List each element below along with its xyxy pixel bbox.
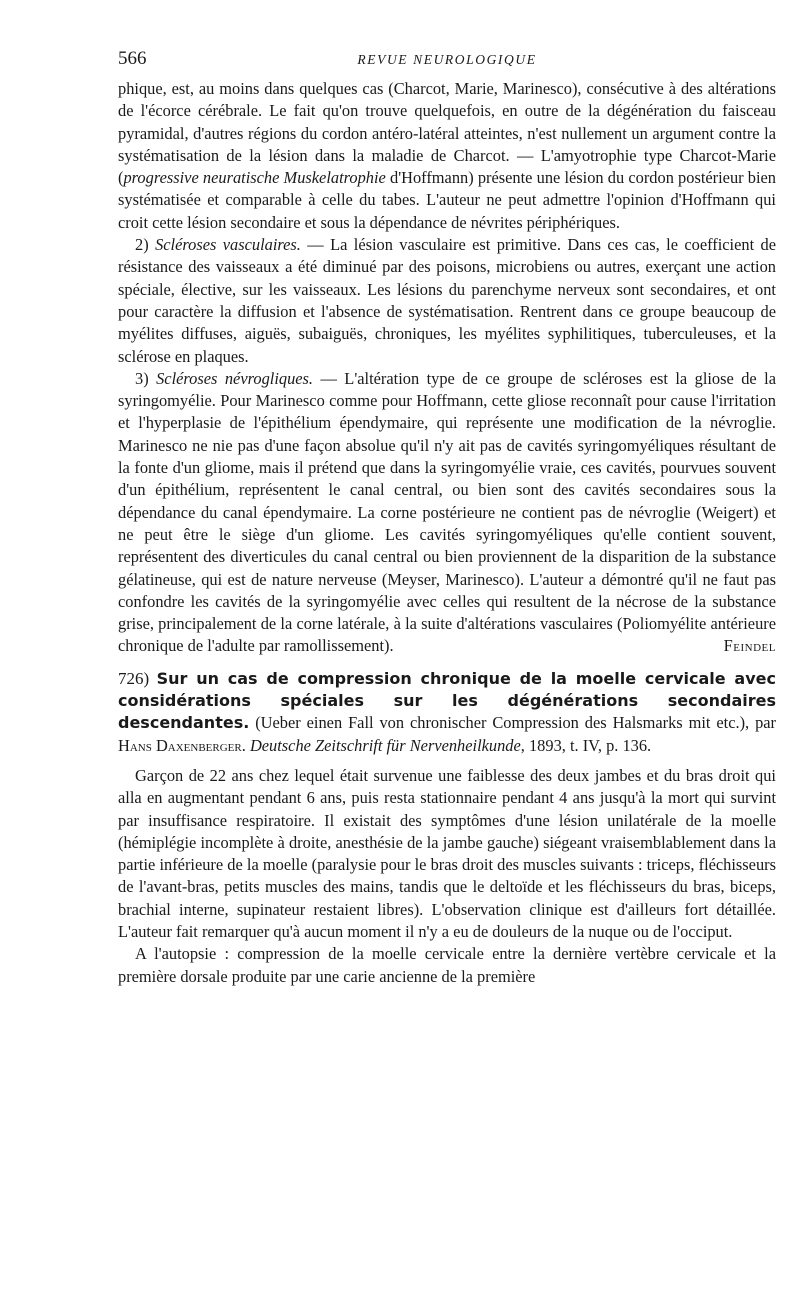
page xyxy=(118,48,776,988)
article-journal: Deutsche Zeitschrift für Nervenheilkunde xyxy=(249,735,521,755)
paragraph-1-italic: progressive neuratische Muskelatrophie xyxy=(123,168,386,188)
article-original-title: (Ueber einen Fall von chronischer Compression des Halsmarks mit etc.), par xyxy=(249,713,776,733)
paragraph-1-text: phique, est, au moins dans quelques cas (Charcot, Marie, Marinesco), consécutive à des altérations de l'écorce cérébrale. Le fait qu'on trouve quelquefois, en outre de la dégénération du faisceau pyramidal, d'autres régions du cordon antéro-latéral atteintes, n'est nullement un argument contre la systématisation de la lésion dans la maladie de Charcot. — L'amyotrophie type Charcot-Marie ( xyxy=(118,79,776,188)
article-title: Sur un cas de compression chronique de la moelle cervicale avec considérations spéciales sur les dégénérations secondaires descendantes. xyxy=(118,668,776,733)
article-sep: . xyxy=(241,735,250,755)
review-signature: Feindel xyxy=(723,636,776,656)
paragraph-3-text: — L'altération type de ce groupe de scléroses est la gliose de la syringomyélie. Pour Marinesco comme pour Hoffmann, cette gliose reconnaît pour cause l'irritation et l'hyperplasie de l'épithélium épendymaire, qui représente une modification de la névroglie. Marinesco ne nie pas d'une façon absolue qu'il n'y ait pas de cavités syringomyéliques résultant de la fonte d'un gliome, mais il prétend que dans la syringomyélie vraie, ces cavités, pourvues souvent d'un épithélium, représentent le canal central, ou bien sont des cavités secondaires sous la dépendance du canal épendymaire. La corne postérieure ne contient pas de névroglie (Weigert) et ne peut être le siège d'un gliome. Les cavités syringomyéliques qu'elle contient souvent, représentent des diverticules du canal central ou bien proviennent de la disparition de la substance gélatineuse, qui est de nature nerveuse (Meyser, Marinesco). L'auteur a démontré qu'il ne faut pas confondre les cavités de la syringomyélie avec celles qui resultent de la nécrose de la substance grise, principalement de la corne latérale, à la suite d'altérations vasculaires (Poliomyélite antérieure chronique de l'adulte par ramollissement). xyxy=(118,368,776,656)
article-reference: , 1893, t. IV, p. 136. xyxy=(520,735,652,755)
article-body-1: Garçon de 22 ans chez lequel était survenue une faiblesse des deux jambes et du bras droit qui alla en augmentant pendant 6 ans, puis resta stationnaire pendant 4 ans jusqu'à la mort qui survint par insuffisance respiratoire. Il existait des symptômes d'une lésion unilatérale de la moelle (hémiplégie incomplète à droite, anesthésie de la jambe gauche) siégeant vraisemblablement dans la partie inférieure de la moelle (paralysie pour le bras droit des muscles suivants : triceps, fléchisseurs de l'avant-bras, petits muscles des mains, tandis que le deltoïde et les fléchisseurs du bras, biceps, brachial interne, supinateur restaient libres). L'observation clinique est d'ailleurs fort détaillée. L'auteur fait remarquer qu'à aucun moment il n'y a eu de douleurs de la nuque ou de l'occiput. xyxy=(118,765,776,941)
paragraph-3 xyxy=(118,368,776,658)
article-body-2: A l'autopsie : compression de la moelle cervicale entre la dernière vertèbre cervicale et la première dorsale produite par une carie ancienne de la première xyxy=(118,944,776,986)
article-author: Hans Daxenberger xyxy=(118,735,242,755)
paragraph-1-end: d'Hoffmann) présente une lésion du cordon postérieur bien systématisée et comparable à celle du tabes. L'auteur ne peut admettre l'opinion d'Hoffmann qui croit cette lésion secondaire et sous la dépendance de névrites périphériques. xyxy=(118,168,776,232)
paragraph-3-heading: Scléroses névrogliques. xyxy=(156,368,314,388)
running-title: REVUE NEUROLOGIQUE xyxy=(357,52,537,67)
article-number: 726) xyxy=(118,668,157,688)
paragraph-2-heading: Scléroses vasculaires. xyxy=(155,235,301,255)
paragraph-2 xyxy=(118,234,776,368)
paragraph-2-number: 2) xyxy=(135,235,156,255)
paragraph-1 xyxy=(118,78,776,234)
paragraph-3-number: 3) xyxy=(135,368,157,388)
page-header xyxy=(118,48,776,78)
page-number: 566 xyxy=(118,48,147,69)
article-heading xyxy=(118,668,776,757)
paragraph-2-text: — La lésion vasculaire est primitive. Dans ces cas, le coefficient de résistance des vaisseaux a été diminué par des poisons, microbiens ou autres, exerçant une action spéciale, élective, sur les vaisseaux. Les lésions du parenchyme nerveux sont secondaires, et ont pour caractère la diffusion et l'absence de systématisation. Rentrent dans ce groupe beaucoup de myélites diffuses, aiguës, subaiguës, chroniques, les myélites syphilitiques, tuberculeuses, et la sclérose en plaques. xyxy=(118,235,776,366)
